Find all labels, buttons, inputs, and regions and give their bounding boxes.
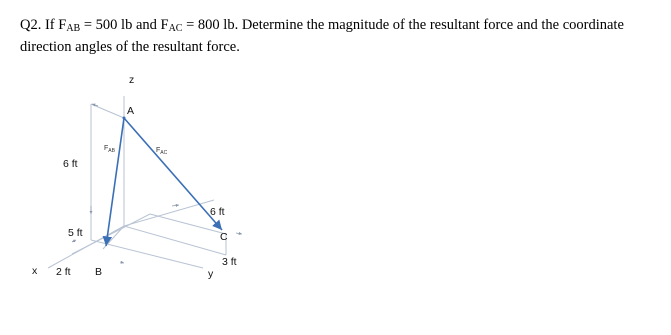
- point-b-label: B: [95, 266, 103, 278]
- mid-dim-arrow: [172, 205, 179, 206]
- axis-y-label: y: [208, 268, 214, 280]
- b-dim-arrow: [120, 262, 124, 263]
- base-diagonal-line: [72, 214, 150, 254]
- force-ab-subscript: AB: [66, 23, 81, 34]
- mid-diagonal-line: [124, 200, 214, 226]
- force-ac-arrow: [124, 118, 222, 230]
- axis-x-label: x: [32, 265, 38, 277]
- axis-z-label: z: [129, 74, 135, 86]
- question-rest: = 800 lb. Determine the magnitude of the resultant force and the coordinate: [182, 17, 624, 33]
- dim-6-right-label: 6 ft: [210, 206, 225, 218]
- frame-lines: [48, 96, 226, 268]
- force-ab-label: [104, 145, 116, 154]
- point-c-label: C: [220, 231, 228, 243]
- force-ab-label-sub: AB: [108, 148, 115, 154]
- c-dim-arrow: [236, 233, 242, 234]
- force-ab-arrow: [106, 118, 124, 246]
- force-ac-label: [156, 147, 168, 156]
- dim-3-label: 3 ft: [222, 256, 237, 268]
- point-a-marker: [123, 117, 126, 120]
- question-prefix: Q2. If F: [20, 17, 67, 33]
- dim-2-label: 2 ft: [56, 266, 71, 278]
- question-line-2: direction angles of the resultant force.: [20, 39, 240, 55]
- force-ac-label-sub: AC: [160, 150, 168, 156]
- question-mid: = 500 lb and F: [80, 17, 169, 33]
- force-ac-symbol: F: [156, 147, 161, 154]
- left-dim-arrow: [72, 240, 76, 242]
- force-ac-subscript: AC: [168, 23, 183, 34]
- point-a-label: A: [127, 105, 135, 117]
- top-connector-line: [91, 104, 124, 118]
- force-ab-symbol: F: [104, 145, 109, 152]
- dim-5-label: 5 ft: [68, 227, 83, 239]
- dimension-ticks: [72, 104, 242, 263]
- dim-height-label: 6 ft: [63, 158, 78, 170]
